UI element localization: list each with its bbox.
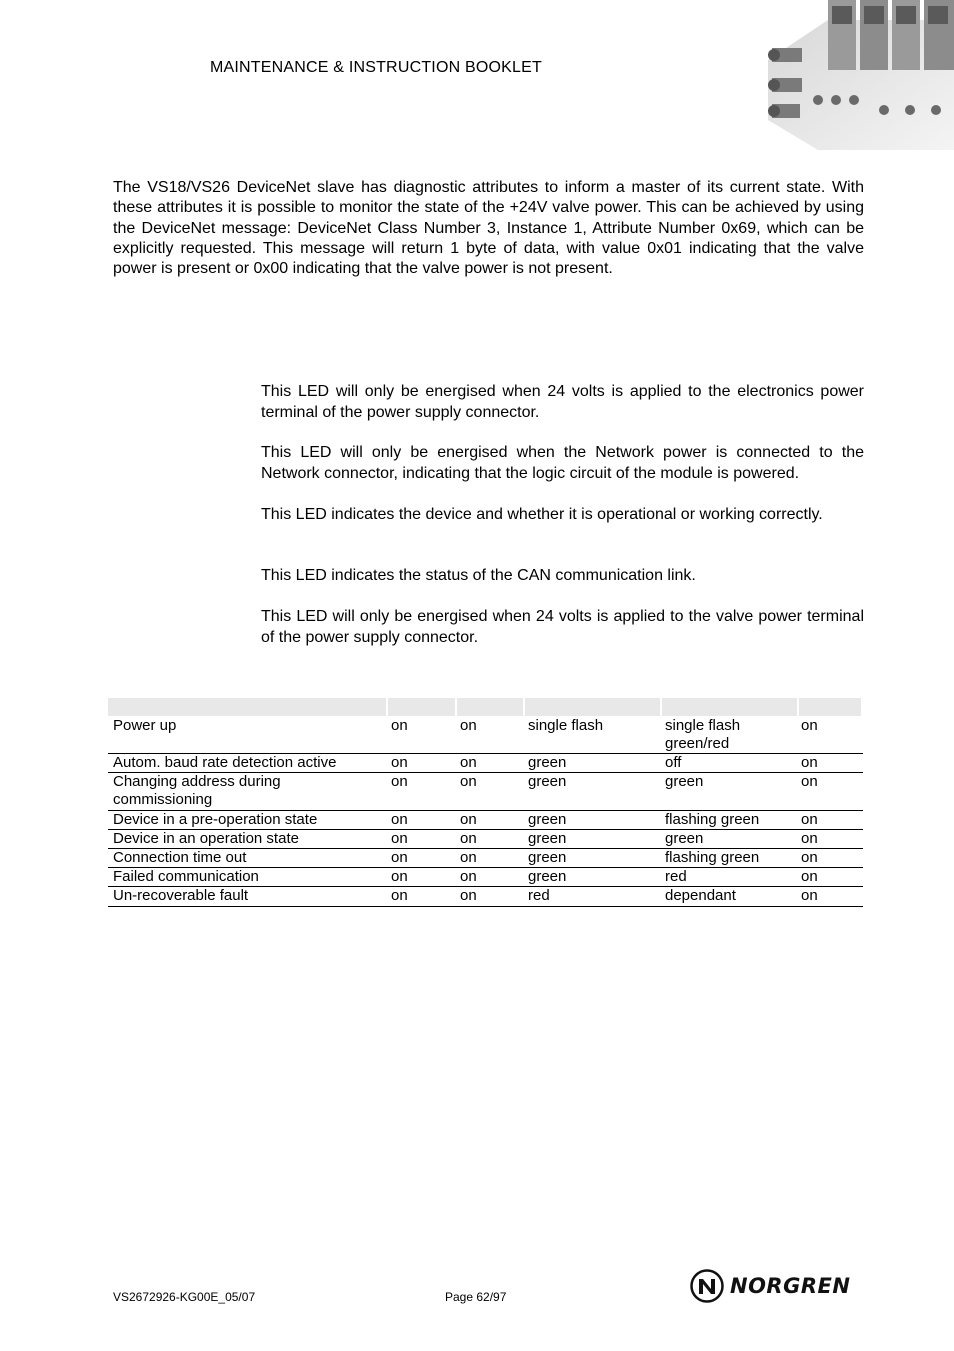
led-description-electronics-power: This LED will only be energised when 24 volts is applied to the electronics power terminal of the power supply connector. xyxy=(261,383,864,421)
table-row xyxy=(108,830,863,849)
table-header-cell xyxy=(108,698,386,716)
cell-led-3: green xyxy=(528,811,567,828)
table-header-cell xyxy=(388,698,455,716)
led-status-table-header xyxy=(108,698,863,716)
cell-led-4: flashing green xyxy=(665,811,760,828)
cell-led-5: on xyxy=(801,887,818,904)
norgren-logo xyxy=(690,1268,850,1304)
cell-state: Device in a pre-operation state xyxy=(113,811,318,828)
cell-led-4: green xyxy=(665,830,704,847)
cell-led-3: single flash xyxy=(528,717,604,734)
table-header-cell xyxy=(662,698,797,716)
intro-paragraph: The VS18/VS26 DeviceNet slave has diagnostic attributes to inform a master of its current state. With these attributes it is possible to monitor the state of the +24V valve power. This can be achieved by using the DeviceNet message: DeviceNet Class Number 3, Instance 1, Attribute Number 0x69, which can be explicitly requested. This message will return 1 byte of data, with value 0x01 indicating that the valve power is present or 0x00 indicating that the valve power is not present. xyxy=(113,179,864,278)
cell-led-2: on xyxy=(460,754,477,771)
cell-state: Device in an operation state xyxy=(113,830,299,847)
led-description-valve-power: This LED will only be energised when 24 volts is applied to the valve power terminal of the power supply connector. xyxy=(261,608,864,646)
cell-led-2: on xyxy=(460,849,477,866)
document-number: VS2672926-KG00E_05/07 xyxy=(113,1290,256,1304)
cell-led-3: red xyxy=(528,887,550,904)
led-description-network-power: This LED will only be energised when the Network power is connected to the Network connector, indicating that the logic circuit of the module is powered. xyxy=(261,444,864,482)
cell-led-4: off xyxy=(665,754,682,771)
cell-led-5: on xyxy=(801,868,818,885)
table-row xyxy=(108,849,863,868)
cell-led-2: on xyxy=(460,773,477,790)
table-row xyxy=(108,868,863,887)
cell-led-3: green xyxy=(528,773,567,790)
cell-state: Changing address during commissioning xyxy=(113,773,281,808)
cell-led-4: red xyxy=(665,868,687,885)
led-description-module-status: This LED indicates the device and whether it is operational or working correctly. xyxy=(261,506,823,523)
cell-led-1: on xyxy=(391,754,408,771)
cell-led-2: on xyxy=(460,830,477,847)
cell-led-1: on xyxy=(391,868,408,885)
cell-led-5: on xyxy=(801,754,818,771)
cell-state: Un-recoverable fault xyxy=(113,887,249,904)
cell-led-3: green xyxy=(528,868,567,885)
cell-state: Autom. baud rate detection active xyxy=(113,754,337,771)
table-header-cell xyxy=(457,698,523,716)
norgren-logo-icon xyxy=(690,1269,724,1303)
page-number: Page 62/97 xyxy=(445,1290,507,1304)
cell-led-2: on xyxy=(460,717,477,734)
cell-state: Power up xyxy=(113,717,177,734)
cell-led-5: on xyxy=(801,717,818,734)
logo-text: NORGREN xyxy=(730,1274,851,1298)
cell-state: Connection time out xyxy=(113,849,247,866)
cell-led-2: on xyxy=(460,868,477,885)
cell-led-3: green xyxy=(528,849,567,866)
table-header-cell xyxy=(799,698,861,716)
cell-state: Failed communication xyxy=(113,868,259,885)
cell-led-4: flashing green xyxy=(665,849,760,866)
table-row xyxy=(108,716,863,754)
table-row xyxy=(108,754,863,773)
page-header-title: MAINTENANCE & INSTRUCTION BOOKLET xyxy=(210,59,542,76)
cell-led-1: on xyxy=(391,887,408,904)
table-header-cell xyxy=(525,698,660,716)
cell-led-3: green xyxy=(528,754,567,771)
cell-led-4: green xyxy=(665,773,704,790)
valve-island-image xyxy=(758,0,954,162)
led-status-table xyxy=(108,716,863,907)
cell-led-5: on xyxy=(801,849,818,866)
cell-led-5: on xyxy=(801,773,818,790)
cell-led-1: on xyxy=(391,849,408,866)
led-description-network-status: This LED indicates the status of the CAN communication link. xyxy=(261,567,696,584)
cell-led-1: on xyxy=(391,830,408,847)
table-row xyxy=(108,811,863,830)
cell-led-2: on xyxy=(460,811,477,828)
cell-led-3: green xyxy=(528,830,567,847)
cell-led-1: on xyxy=(391,773,408,790)
table-row xyxy=(108,773,863,811)
cell-led-4: dependant xyxy=(665,887,736,904)
cell-led-4: single flash green/red xyxy=(665,717,741,752)
cell-led-1: on xyxy=(391,717,408,734)
table-row xyxy=(108,887,863,907)
cell-led-1: on xyxy=(391,811,408,828)
cell-led-5: on xyxy=(801,830,818,847)
cell-led-2: on xyxy=(460,887,477,904)
cell-led-5: on xyxy=(801,811,818,828)
